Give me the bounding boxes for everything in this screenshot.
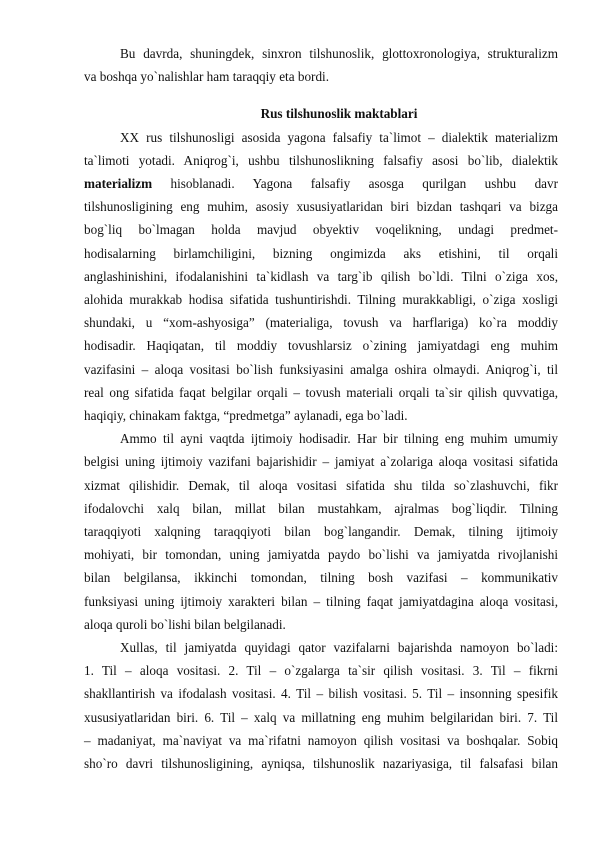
para2-line: belgisi uning ijtimoiy vazifani bajarishidir – jamiyat a`zolariga aloqa vositasi sifatida [84,454,558,470]
para3-line: sho`ro davri tilshunosligining, ayniqsa, tilshunoslik nazariyasiga, til falsafasi bilan [84,756,558,772]
intro-line: Bu davrda, shuningdek, sinxron tilshunoslik, glottoxronologiya, strukturalizm [120,46,558,61]
para2-line: Ammo til ayni vaqtda ijtimoiy hodisadir. Har bir tilning eng muhim umumiy [120,431,558,447]
section-heading: Rus tilshunoslik maktablari [260,106,418,122]
para3-line: Xullas, til jamiyatda quyidagi qator vazifalarni bajarishda namoyon bo`ladi: [120,640,558,656]
paragraph-3 [84,636,558,775]
para1-line-rest: hisoblanadi. Yagona falsafiy asosga qurilgan ushbu davr [170,176,559,192]
paragraph-2 [84,427,558,636]
para3-line: 1. Til – aloqa vositasi. 2. Til – o`zgalarga ta`sir qilish vositasi. 3. Til – fikrni [84,663,558,679]
para2-line: xizmat qilishidir. Demak, til aloqa vositasi sifatida shu tilda so`zlashuvchi, fikr [84,477,558,493]
para2-line: mohiyati, bir tomondan, uning jamiyatda paydo bo`lishi va jamiyatda rivojlanishi [84,547,558,563]
para1-line-with-bold [84,172,558,195]
para1-line: alohida murakkab hodisa sifatida tushuntirishdi. Tilning murakkabligi, o`ziga xosligi [84,292,558,308]
para2-line: funksiyasi uning ijtimoiy xarakteri bilan – tilning faqat jamiyatdagina aloqa vositasi, [84,593,558,609]
paragraph-gap [84,88,558,102]
para3-line: xususiyatlaridan biri. 6. Til – xalq va millatning eng muhim belgilaridan biri. 7. Til [84,709,558,725]
para2-line: bilan belgilansa, ikkinchi tomondan, tilning bosh vazifasi – kommunikativ [84,570,558,586]
para1-line: anglashinishini, ifodalanishini ta`kidlash va targ`ib qilish bo`ldi. Tilni o`ziga xos, [84,268,558,284]
para2-line: taraqqiyoti xalqning taraqqiyoti bilan bog`langandir. Demak, tilning ijtimoiy [84,524,558,540]
para1-line: tilshunosligining eng muhim, asosiy xususiyatlaridan biri bizdan tashqari va bizga [84,199,558,215]
para1-line: vazifasini – aloqa vositasi bo`lish funksiyasini amalga oshira olmaydi. Aniqrog`i, til [84,361,558,377]
para1-line: bog`liq bo`lmagan holda mavjud obyektiv voqelikning, undagi predmet- [84,222,558,238]
paragraph-1 [84,126,558,428]
para1-line: haqiqiy, chinakam faktga, “predmetga” aylanadi, ega bo`ladi. [84,408,408,424]
intro-line: va boshqa yo`nalishlar ham taraqqiy eta bordi. [84,69,329,85]
bold-term: materializm [84,176,153,192]
para1-line: real ong sifatida faqat belgilar orqali – tovush materiali orqali ta`sir qilish quvvatiga, [84,384,558,400]
para2-line: ifodalovchi xalq bilan, millat bilan mustahkam, ajralmas bog`liqdir. Tilning [84,500,558,516]
para1-line: shundaki, u “xom-ashyosiga” (materialiga, tovush va harflariga) ko`ra moddiy [84,315,558,331]
para1-line: hodisadir. Haqiqatan, til moddiy tovushlarsiz o`zining jamiyatdagi eng muhim [84,338,558,354]
para1-line: hodisalarning birlamchiligini, bizning ongimizda aks etishini, til orqali [84,245,558,261]
para1-line: ta`limoti yotadi. Aniqrog`i, ushbu tilshunoslikning falsafiy asosi bo`lib, dialektik [84,152,558,168]
para3-line: – madaniyat, ma`naviyat va ma`rifatni namoyon qilish vositasi va boshqalar. Sobiq [84,732,558,748]
para1-line: XX rus tilshunosligi asosida yagona falsafiy ta`limot – dialektik materializm [120,129,558,145]
document-page [84,42,558,775]
para3-line: shakllantirish va ifodalash vositasi. 4. Til – bilish vositasi. 5. Til – insonning spesifik [84,686,558,702]
intro-paragraph [84,42,558,88]
para2-line: aloqa quroli bo`lishi bilan belgilanadi. [84,616,286,632]
